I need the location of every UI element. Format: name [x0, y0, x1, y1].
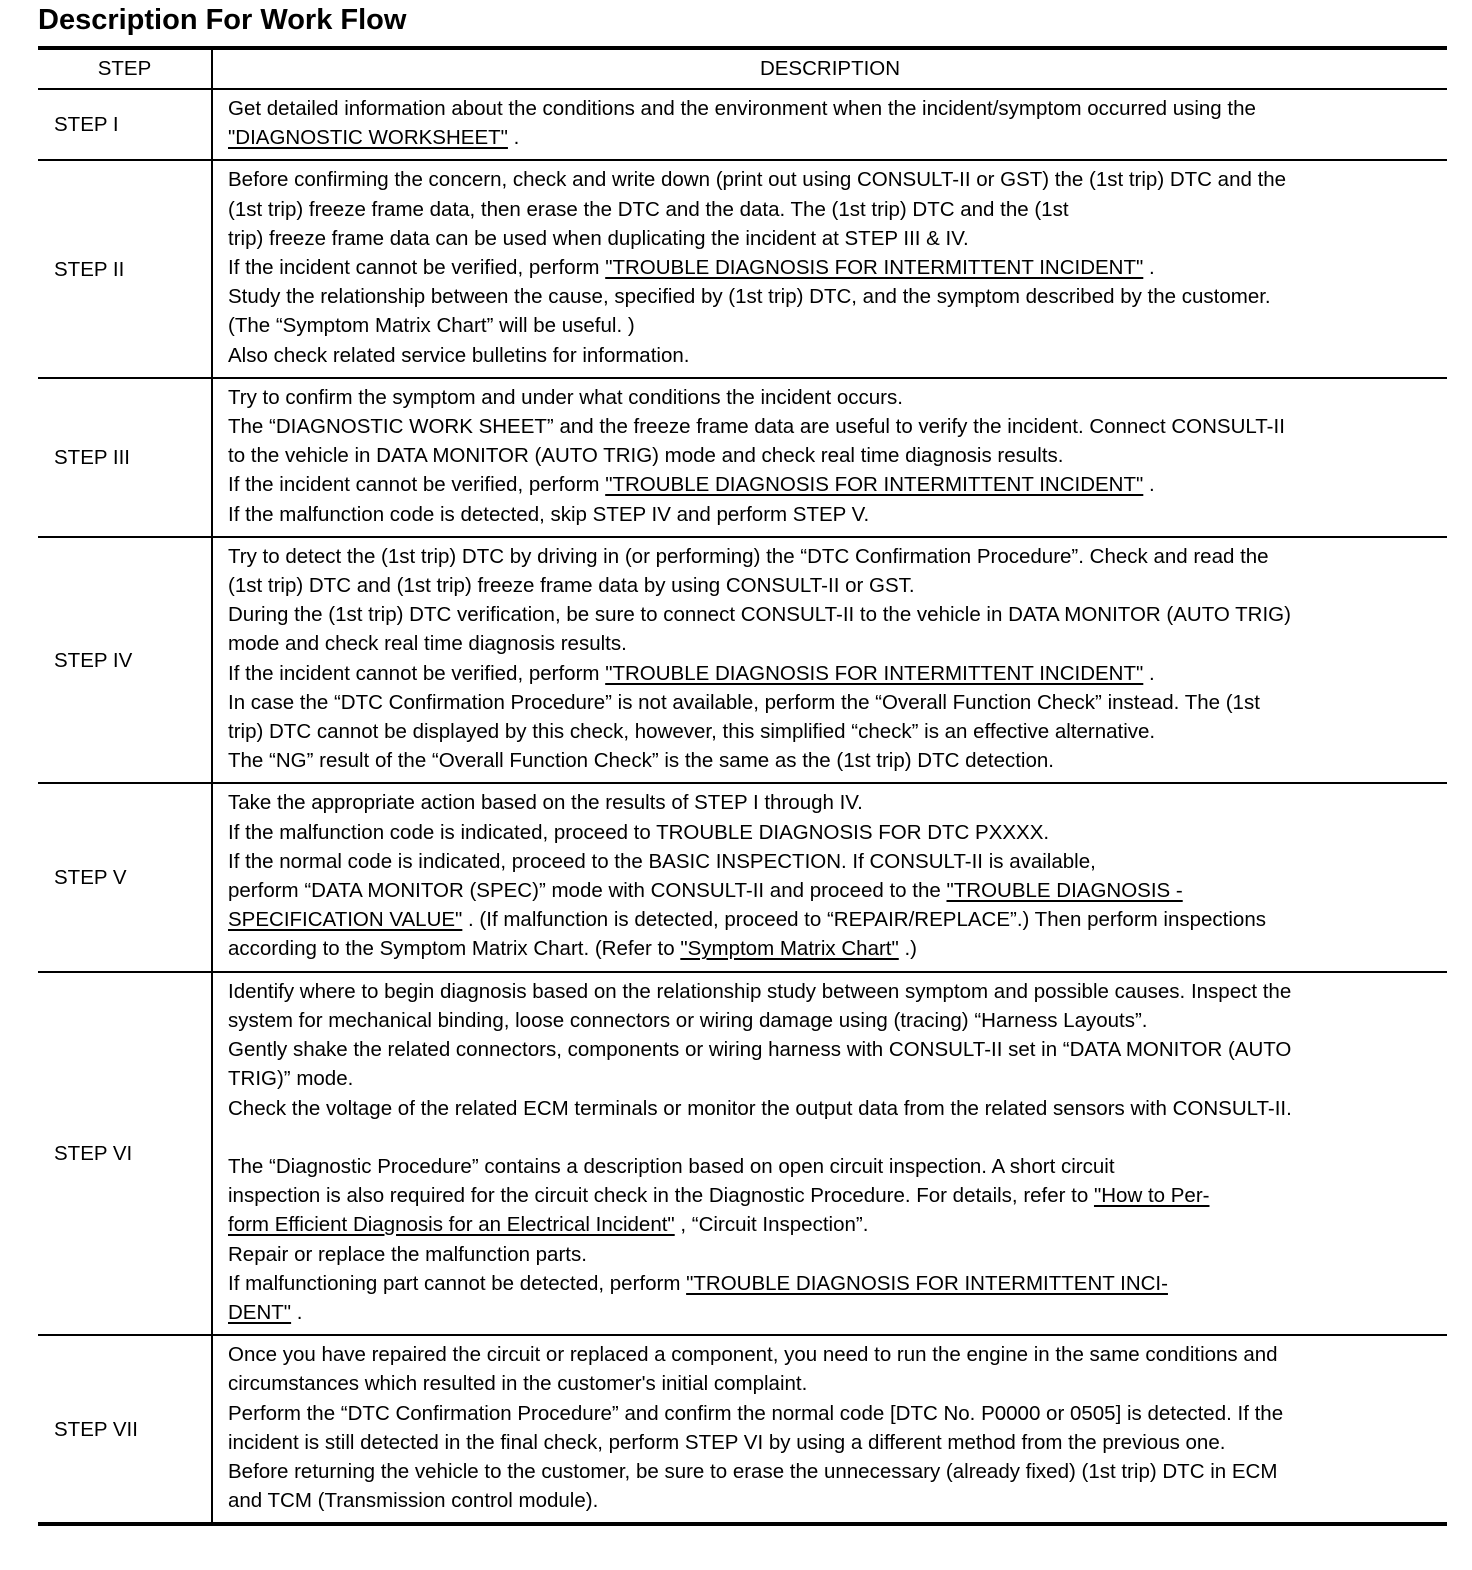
step-label: STEP II — [38, 160, 212, 377]
description-text: mode and check real time diagnosis results. — [228, 632, 627, 656]
description-text: to the vehicle in DATA MONITOR (AUTO TRIG) mode and check real time diagnosis results. — [228, 444, 1064, 468]
reference-link[interactable]: "TROUBLE DIAGNOSIS FOR INTERMITTENT INCIDENT" — [605, 473, 1144, 497]
description-line — [228, 341, 1439, 370]
reference-link[interactable]: "Symptom Matrix Chart" — [680, 937, 899, 961]
description-line — [228, 195, 1439, 224]
description-line — [228, 1399, 1439, 1428]
page-title: Description For Work Flow — [38, 4, 407, 36]
description-text: .) — [898, 937, 917, 961]
table-row — [38, 1335, 1447, 1524]
description-line — [228, 1240, 1439, 1269]
step-column-header: STEP — [38, 48, 212, 89]
reference-link[interactable]: "How to Per- — [1093, 1184, 1210, 1208]
description-text: If the malfunction code is detected, skip STEP IV and perform STEP V. — [228, 502, 870, 526]
table-row — [38, 972, 1447, 1335]
description-line — [228, 1123, 1439, 1152]
description-text: perform “DATA MONITOR (SPEC)” mode with CONSULT-II and proceed to the — [228, 879, 947, 903]
description-line — [228, 542, 1439, 571]
table-row — [38, 378, 1447, 537]
description-text: If malfunctioning part cannot be detected, perform — [228, 1271, 687, 1295]
description-line — [228, 788, 1439, 817]
step-description — [212, 972, 1447, 1335]
description-text: (1st trip) DTC and (1st trip) freeze frame data by using CONSULT-II or GST. — [228, 574, 915, 598]
description-text: Perform the “DTC Confirmation Procedure” and confirm the normal code [DTC No. P0000 or 0505] is detected. If the — [228, 1401, 1284, 1425]
reference-link[interactable]: "DIAGNOSTIC WORKSHEET" — [228, 126, 508, 150]
table-row — [38, 537, 1447, 784]
description-column-header: DESCRIPTION — [759, 57, 901, 81]
description-text: Try to detect the (1st trip) DTC by driving in (or performing) the “DTC Confirmation Procedure”. Check and read the — [228, 544, 1269, 568]
description-line — [228, 688, 1439, 717]
step-label: STEP V — [38, 783, 212, 971]
step-description — [212, 89, 1447, 160]
description-text: . — [291, 1300, 303, 1324]
description-text: . — [1143, 661, 1155, 685]
description-text: trip) freeze frame data can be used when duplicating the incident at STEP III & IV. — [228, 226, 969, 250]
description-text: inspection is also required for the circuit check in the Diagnostic Procedure. For details, refer to — [228, 1184, 1094, 1208]
description-text: Try to confirm the symptom and under what conditions the incident occurs. — [228, 385, 903, 409]
description-text: Identify where to begin diagnosis based on the relationship study between symptom and possible causes. Inspect the — [228, 979, 1292, 1003]
description-line — [228, 412, 1439, 441]
reference-link[interactable]: DENT" — [228, 1300, 292, 1324]
step-label: STEP I — [38, 89, 212, 160]
description-line — [228, 905, 1439, 934]
description-line — [228, 847, 1439, 876]
work-flow-table — [38, 46, 1447, 1526]
description-text: trip) DTC cannot be displayed by this check, however, this simplified “check” is an effective alternative. — [228, 720, 1156, 744]
description-line — [228, 629, 1439, 658]
reference-link[interactable]: SPECIFICATION VALUE" — [228, 908, 463, 932]
description-text: . — [1143, 473, 1155, 497]
description-text: circumstances which resulted in the customer's initial complaint. — [228, 1372, 808, 1396]
description-line — [228, 1340, 1439, 1369]
description-line — [228, 383, 1439, 412]
step-description — [212, 378, 1447, 537]
description-text: Before returning the vehicle to the customer, be sure to erase the unnecessary (already fixed) (1st trip) DTC in ECM — [228, 1459, 1278, 1483]
reference-link[interactable]: form Efficient Diagnosis for an Electrical Incident" — [228, 1213, 675, 1237]
table-row — [38, 89, 1447, 160]
description-text: If the incident cannot be verified, perform — [228, 473, 606, 497]
step-label: STEP IV — [38, 537, 212, 784]
description-line — [228, 818, 1439, 847]
step-description — [212, 783, 1447, 971]
description-text: The “DIAGNOSTIC WORK SHEET” and the freeze frame data are useful to verify the incident. Connect CONSULT-II — [228, 415, 1285, 439]
description-text: Repair or replace the malfunction parts. — [228, 1242, 587, 1266]
step-description — [212, 1335, 1447, 1524]
description-line — [228, 1369, 1439, 1398]
description-text: During the (1st trip) DTC verification, be sure to connect CONSULT-II to the vehicle in DATA MONITOR (AUTO TRIG) — [228, 603, 1291, 627]
description-text: If the incident cannot be verified, perform — [228, 661, 606, 685]
description-text: If the normal code is indicated, proceed to the BASIC INSPECTION. If CONSULT-II is available, — [228, 849, 1096, 873]
description-text: If the malfunction code is indicated, proceed to TROUBLE DIAGNOSIS FOR DTC PXXXX. — [228, 820, 1050, 844]
reference-link[interactable]: "TROUBLE DIAGNOSIS FOR INTERMITTENT INCIDENT" — [605, 256, 1144, 280]
description-text: and TCM (Transmission control module). — [228, 1489, 599, 1513]
description-text: system for mechanical binding, loose connectors or wiring damage using (tracing) “Harness Layouts”. — [228, 1008, 1148, 1032]
step-label: STEP VI — [38, 972, 212, 1335]
step-description — [212, 537, 1447, 784]
description-text: . — [1143, 256, 1155, 280]
description-line — [228, 876, 1439, 905]
description-line — [228, 1457, 1439, 1486]
description-line — [228, 1035, 1439, 1064]
description-text: If the incident cannot be verified, perform — [228, 256, 606, 280]
step-label: STEP III — [38, 378, 212, 537]
description-line — [228, 123, 1439, 152]
description-text: TRIG)” mode. — [228, 1067, 354, 1091]
description-line — [228, 1269, 1439, 1298]
description-line — [228, 441, 1439, 470]
description-line — [228, 470, 1439, 499]
description-text: . — [507, 126, 520, 150]
description-text: Also check related service bulletins for information. — [228, 343, 690, 367]
description-text: , “Circuit Inspection”. — [674, 1213, 869, 1237]
description-text: (The “Symptom Matrix Chart” will be useful. ) — [228, 314, 635, 338]
table-row — [38, 783, 1447, 971]
description-line — [228, 934, 1439, 963]
reference-link[interactable]: "TROUBLE DIAGNOSIS - — [946, 879, 1183, 903]
description-line — [228, 600, 1439, 629]
description-text: Before confirming the concern, check and write down (print out using CONSULT-II or GST) the (1st trip) DTC and the — [228, 168, 1287, 192]
description-line — [228, 746, 1439, 775]
description-text: Get detailed information about the conditions and the environment when the incident/symptom occurred using the — [228, 97, 1256, 120]
description-line — [228, 165, 1439, 194]
table-header-row — [38, 48, 1447, 89]
description-line — [228, 571, 1439, 600]
description-line — [228, 1064, 1439, 1093]
description-line — [228, 311, 1439, 340]
description-text: The “NG” result of the “Overall Function Check” is the same as the (1st trip) DTC detection. — [228, 749, 1054, 773]
description-text: incident is still detected in the final check, perform STEP VI by using a different method from the previous one. — [228, 1430, 1226, 1454]
reference-link[interactable]: "TROUBLE DIAGNOSIS FOR INTERMITTENT INCI- — [686, 1271, 1168, 1295]
description-line — [228, 1181, 1439, 1210]
description-line — [228, 282, 1439, 311]
description-text: . (If malfunction is detected, proceed to “REPAIR/REPLACE”.) Then perform inspections — [462, 908, 1266, 932]
description-line — [228, 1210, 1439, 1239]
description-text: Take the appropriate action based on the results of STEP I through IV. — [228, 791, 863, 815]
description-line — [228, 94, 1439, 123]
description-line — [228, 717, 1439, 746]
table-body — [38, 89, 1447, 1524]
table-row — [38, 160, 1447, 377]
description-line — [228, 1428, 1439, 1457]
description-line — [228, 659, 1439, 688]
description-line — [228, 500, 1439, 529]
step-description — [212, 160, 1447, 377]
description-line — [228, 1298, 1439, 1327]
description-text: The “Diagnostic Procedure” contains a description based on open circuit inspection. A short circuit — [228, 1154, 1115, 1178]
description-line — [228, 977, 1439, 1006]
description-text: Study the relationship between the cause, specified by (1st trip) DTC, and the symptom described by the customer. — [228, 285, 1271, 309]
description-text: (1st trip) freeze frame data, then erase the DTC and the data. The (1st trip) DTC and the (1st — [228, 197, 1069, 221]
description-text: according to the Symptom Matrix Chart. (Refer to — [228, 937, 681, 961]
description-line — [228, 1094, 1439, 1123]
description-line — [228, 1486, 1439, 1515]
reference-link[interactable]: "TROUBLE DIAGNOSIS FOR INTERMITTENT INCIDENT" — [605, 661, 1144, 685]
step-label: STEP VII — [38, 1335, 212, 1524]
description-line — [228, 1152, 1439, 1181]
description-text: Gently shake the related connectors, components or wiring harness with CONSULT-II set in “DATA MONITOR (AUTO — [228, 1038, 1292, 1062]
description-text: In case the “DTC Confirmation Procedure” is not available, perform the “Overall Function Check” instead. The (1st — [228, 690, 1260, 714]
description-text: Once you have repaired the circuit or replaced a component, you need to run the engine in the same conditions and — [228, 1343, 1278, 1367]
description-line — [228, 253, 1439, 282]
description-line — [228, 1006, 1439, 1035]
description-line — [228, 224, 1439, 253]
description-text: Check the voltage of the related ECM terminals or monitor the output data from the related sensors with CONSULT-II. — [228, 1096, 1292, 1120]
